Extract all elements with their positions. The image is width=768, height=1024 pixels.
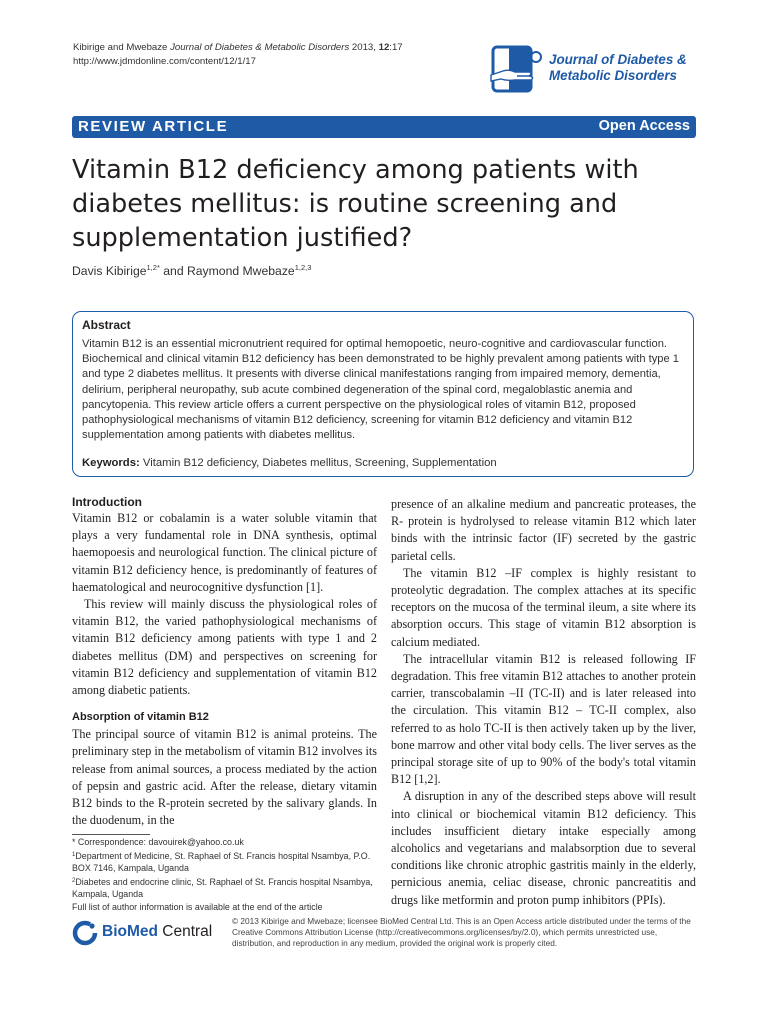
body-column-right bbox=[391, 496, 696, 909]
section-heading-absorption: Absorption of vitamin B12 bbox=[72, 711, 209, 724]
author-info-note: Full list of author information is available at the end of the article bbox=[72, 901, 323, 912]
biomed-central-ring-icon bbox=[72, 920, 98, 946]
correspondence-note: * Correspondence: davouirek@yahoo.co.uk bbox=[72, 837, 244, 847]
publisher-logo bbox=[72, 918, 222, 948]
paragraph: The vitamin B12 –IF complex is highly resistant to proteolytic degradation. The complex attaches at its specific receptors on the mucosa of the terminal ileum, a site where its absorption occurs. This stage of vitamin B12 absorption is calcium mediated. bbox=[391, 565, 696, 649]
abstract-heading: Abstract bbox=[82, 318, 131, 332]
abstract-text: Vitamin B12 is an essential micronutrient required for optimal hemopoetic, neuro-cognitive and cardiovascular function. Biochemical and clinical vitamin B12 deficiency has been demonstrated to be highly prevalent among patients with type 1 and type 2 diabetes mellitus. It presents with diverse clinical manifestations ranging from impaired memory, dementia, delirium, peripheral neuropathy, sub acute combined degeneration of the spinal cord, megaloblastic anemia and pancytopenia. This review article offers a current perspective on the physiological roles of vitamin B12, proposed pathophysiological mechanisms of vitamin B12 deficiency, screening for vitamin B12 deficiency and vitamin B12 supplementation among patients with diabetes mellitus. bbox=[82, 338, 679, 442]
article-title: Vitamin B12 deficiency among patients with diabetes mellitus: is routine screening and supplementation justified? bbox=[72, 155, 639, 253]
author-name: and Raymond Mwebaze bbox=[159, 264, 295, 278]
paragraph: Vitamin B12 or cobalamin is a water soluble vitamin that plays a very fundamental role in DNA synthesis, optimal haemopoesis and neurological function. The clinical picture of vitamin B12 deficiency hence, is predominantly of features of haematological and neurocognitive dysfunction [1]. bbox=[72, 511, 377, 594]
keywords-list: Vitamin B12 deficiency, Diabetes mellitus, Screening, Supplementation bbox=[139, 457, 497, 469]
article-url[interactable]: http://www.jdmdonline.com/content/12/1/17 bbox=[73, 56, 256, 67]
paragraph: This review will mainly discuss the physiological roles of vitamin B12, the varied pathophysiological mechanisms of vitamin B12 deficiency among patients with type 1 and 2 diabetes mellitus (DM) and perspectives on screening for vitamin B12 deficiency and supplementation of vitamin B12 among diabetic patients. bbox=[72, 597, 377, 698]
affiliation-note: $^2$Diabetes and endocrine clinic, St. Raphael of St. Francis hospital Nsambya, Kampala, Uganda bbox=[72, 876, 373, 899]
footnote-divider bbox=[72, 834, 150, 835]
affiliation-note: $^1$Department of Medicine, St. Raphael of St. Francis hospital Nsambya, P.O. BOX 7146, Kampala, Uganda bbox=[72, 850, 371, 873]
citation-authors: Kibirige and Mwebaze bbox=[73, 42, 168, 53]
citation-line bbox=[73, 41, 403, 55]
author-affiliation-mark: 1,2* bbox=[146, 263, 160, 272]
journal-logo bbox=[489, 45, 699, 95]
author-list bbox=[72, 263, 311, 278]
citation-header bbox=[73, 41, 403, 69]
citation-year: 2013, bbox=[351, 42, 376, 53]
section-heading-introduction: Introduction bbox=[72, 495, 142, 509]
article-type-label: REVIEW ARTICLE bbox=[78, 118, 229, 135]
author-name: Davis Kibirige bbox=[72, 264, 147, 278]
paragraph: The principal source of vitamin B12 is animal proteins. The preliminary step in the metabolism of vitamin B12 involves its release from animal sources, a process mediated by the action of pepsin and gastric acid. After the release, dietary vitamin B12 binds to the R-protein secreted by the salivary glands. In the duodenum, in the bbox=[72, 727, 377, 828]
citation-journal: Journal of Diabetes & Metabolic Disorders bbox=[170, 42, 350, 53]
paragraph: A disruption in any of the described steps above will result into clinical or biochemical vitamin B12 deficiency. This includes insufficient dietary intake especially among alcoholics and vegetarians and malabsorption due to several conditions like chronic atrophic gastritis mainly in the elderly, pernicious anemia, celiac disease, chronic pancreatitis and drugs like metformin and proton pump inhibitors (PPIs). bbox=[391, 789, 696, 907]
publisher-name: BioMed Central bbox=[102, 923, 213, 940]
paragraph: The intracellular vitamin B12 is released following IF degradation. This free vitamin B12 attaches to another protein carrier, transcobalamin –II (TC-II) and is later released into the circulation. This vitamin B12 – TC-II complex, also referred to as holo TC-II is then actively taken up by the liver, bone marrow and other vital body cells. The liver serves as the principal storage site of up to 90% of the body's total vitamin B12 [1,2]. bbox=[391, 651, 696, 787]
license-text: © 2013 Kibirige and Mwebaze; licensee BioMed Central Ltd. This is an Open Access article distributed under the terms of the Creative Commons Attribution License (http://creativecommons.org/licenses/by/2.0), which permits unrestricted use, distribution, and reproduction in any medium, provided the original work is properly cited. bbox=[232, 916, 691, 949]
citation-volume: 12 bbox=[378, 42, 390, 53]
body-column-left bbox=[72, 494, 377, 829]
keywords bbox=[82, 456, 688, 471]
paragraph: presence of an alkaline medium and pancreatic proteases, the R- protein is hydrolysed to release vitamin B12 which later binds with the intrinsic factor (IF) secreted by the gastric parietal cells. bbox=[391, 497, 696, 563]
author-affiliation-mark: 1,2,3 bbox=[294, 263, 312, 272]
footnotes bbox=[72, 836, 382, 913]
open-access-label: Open Access bbox=[598, 118, 690, 134]
article-type-banner bbox=[72, 116, 696, 138]
citation-article-number: :17 bbox=[389, 42, 403, 53]
journal-name: Journal of Diabetes & Metabolic Disorders bbox=[549, 52, 687, 83]
journal-hand-icon bbox=[489, 45, 545, 95]
keywords-label: Keywords: bbox=[82, 457, 140, 469]
